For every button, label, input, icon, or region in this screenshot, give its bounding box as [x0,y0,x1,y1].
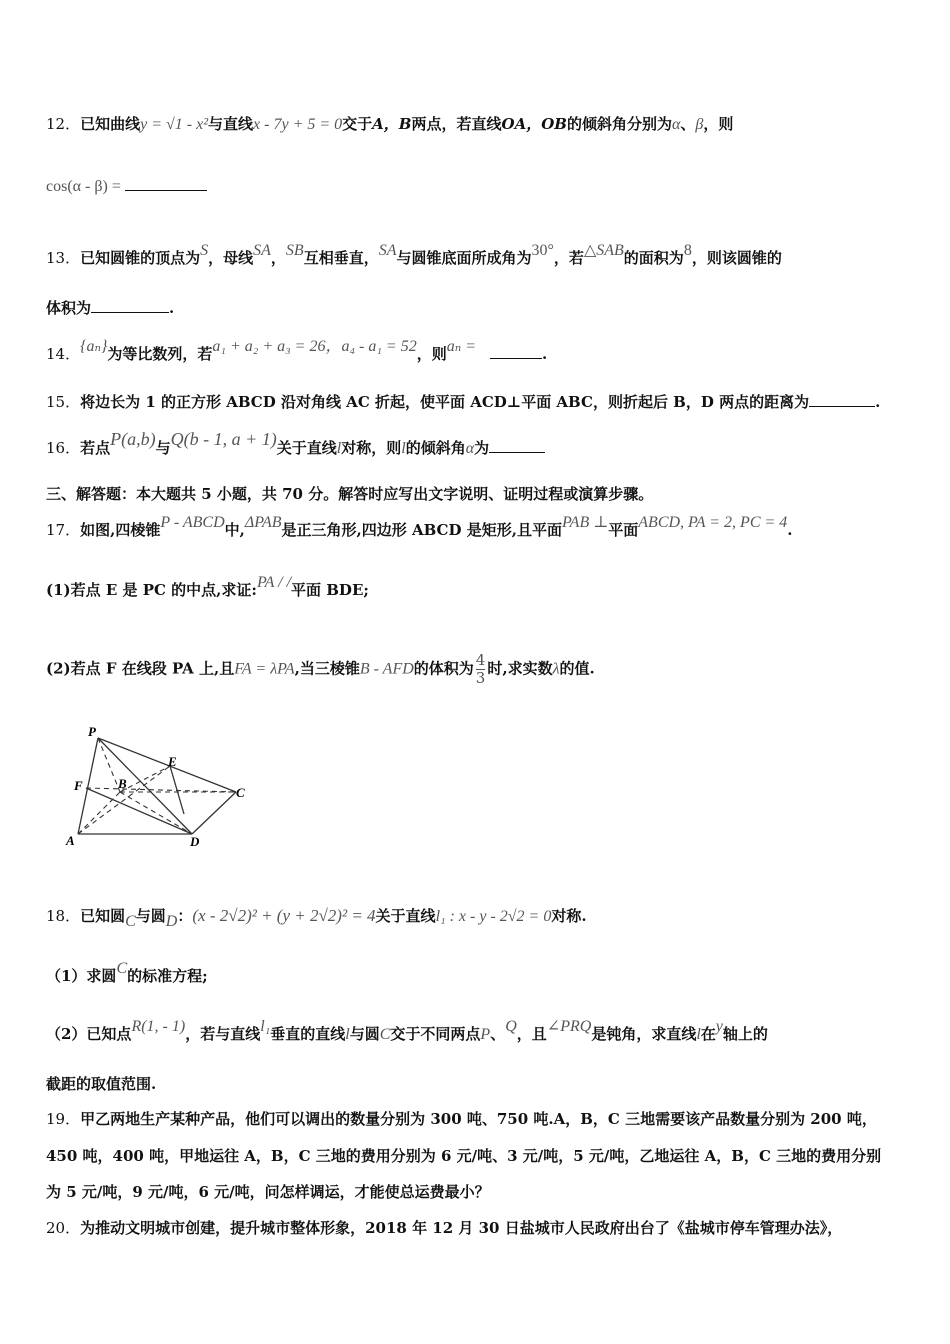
label-d: D [190,834,200,849]
q16-line: 16．若点P(a,b)与Q(b - 1, a + 1)关于直线l对称，则l的倾斜角α为 [46,437,545,459]
q14-line: 14．{aₙ}为等比数列，若a₁ + a₂ + a₃ = 26，a₄ - a₁ = 52，则aₙ = . [46,338,548,363]
q18-part2: （2）已知点R(1, - 1)，若与直线l₁垂直的直线l与圆C交于不同两点P、Q，且∠PRQ是钝角，求直线l在y轴上的 [46,1018,768,1043]
answer-blank [91,298,169,313]
q18-part1: （1）求圆C的标准方程; [46,960,208,985]
line-equation: x - 7y + 5 = 0 [253,116,343,133]
q17-part2: (2)若点 F 在线段 PA 上,且FA = λPA,当三棱锥B - AFD的体积为 $\frac{4}{3}$ 时,求实数λ的值. [46,651,595,687]
q18-part2-cont: 截距的取值范围. [46,1075,157,1093]
q12-number: 12． [46,115,81,133]
answer-blank [809,392,875,407]
label-e: E [168,754,177,769]
label-c: C [236,785,245,800]
q12-line1: 12．已知曲线y = √1 - x²与直线x - 7y + 5 = 0交于A，B两点，若直线OA，OB的倾斜角分别为α、β，则 [46,115,734,133]
q13-line2: 体积为 . [46,299,175,317]
label-b: B [118,776,127,791]
fraction-four-thirds: $\frac{4}{3}$ [475,651,486,687]
section-header: 三、解答题：本大题共 5 小题，共 70 分。解答时应写出文字说明、证明过程或演算步骤。 [46,485,654,503]
label-p: P [88,724,96,739]
answer-blank [490,344,542,359]
q16-number: 16． [46,439,81,457]
answer-blank [489,438,545,453]
cos-expression: cos(α - β) = [46,178,121,195]
curve-equation: y = √1 - x² [140,116,209,133]
q13-number: 13． [46,249,81,267]
q14-number: 14． [46,345,81,363]
q19-line3: 为 5 元/吨，9 元/吨，6 元/吨，问怎样调运，才能使总运费最小？ [46,1183,490,1201]
pyramid-diagram [60,722,260,852]
q15-line: 15．将边长为 1 的正方形 ABCD 沿对角线 AC 折起，使平面 ACD⊥平面 ABC，则折起后 B，D 两点的距离为 . [46,393,881,411]
q19-line2: 450 吨，400 吨，甲地运往 A，B，C 三地的费用分别为 6 元/吨、3 元/吨，5 元/吨，乙地运往 A，B，C 三地的费用分别 [46,1147,882,1165]
q17-number: 17． [46,521,81,539]
q15-number: 15． [46,393,81,411]
q17-part1: (1)若点 E 是 PC 的中点,求证:PA / /平面 BDE; [46,574,369,599]
q18-line1: 18．已知圆C与圆D：(x - 2√2)² + (y + 2√2)² = 4关于直线l₁ : x - y - 2√2 = 0对称. [46,906,587,930]
q12-line2 [46,176,207,197]
q19-number: 19． [46,1110,81,1128]
q20-line1: 20．为推动文明城市创建，提升城市整体形象，2018 年 12 月 30 日盐城市人民政府出台了《盐城市停车管理办法》， [46,1219,843,1237]
q18-number: 18． [46,907,81,925]
q17-line1: 17．如图,四棱锥P - ABCD中,ΔPAB是正三角形,四边形 ABCD 是矩形,且平面PAB ⊥平面ABCD, PA = 2, PC = 4. [46,514,793,539]
answer-blank [125,176,207,191]
pyramid-figure [60,722,260,856]
q13-line1: 13．已知圆锥的顶点为S，母线SA，SB互相垂直，SA与圆锥底面所成角为30°，若△SAB的面积为8，则该圆锥的 [46,242,782,267]
label-f: F [74,778,83,793]
q20-number: 20． [46,1219,81,1237]
q19-line1: 19．甲乙两地生产某种产品，他们可以调出的数量分别为 300 吨、750 吨.A，B，C 三地需要该产品数量分别为 200 吨， [46,1110,877,1128]
label-a: A [66,833,75,848]
